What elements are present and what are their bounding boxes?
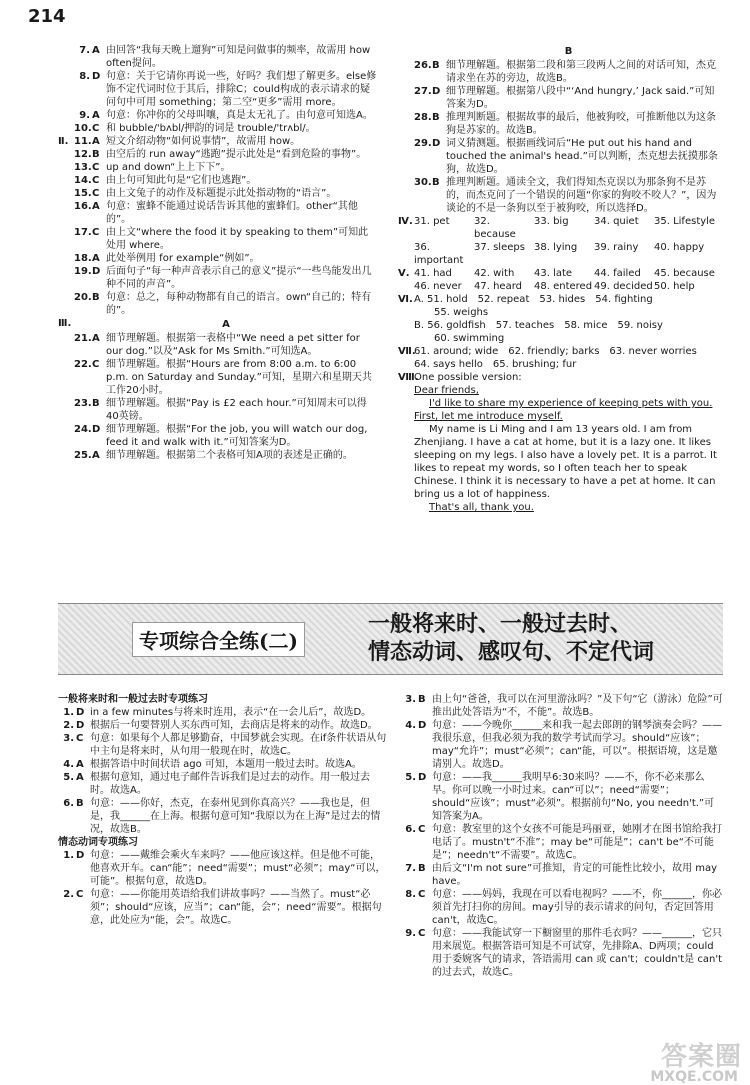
section-6-text: B. 56. goldfish 57. teaches 58. mice 59. noisy (414, 320, 663, 331)
item-number: 24. (74, 424, 92, 435)
word-answer: 32. because (474, 216, 516, 240)
item-number: 9. (405, 928, 416, 939)
item-explanation: 由回答“我每天晚上遛狗”可知是问做事的频率，故需用 how often提问。 (106, 45, 371, 69)
item-explanation: 细节理解题。根据“Pay is £2 each hour.”可知周末可以得40英镑。 (106, 398, 367, 422)
item-number: 9. (79, 110, 90, 121)
item-number: 7. (405, 863, 416, 874)
item-number: 11. (74, 136, 92, 147)
writing-greeting: Dear friends, (414, 385, 479, 396)
item-explanation: 由空后的 run away“逃跑”提示此处是“看到危险的事物”。 (106, 149, 367, 160)
item-answer: C (92, 123, 100, 134)
section-4-answers (414, 215, 723, 267)
item-explanation: 句意：蜜蜂不能通过说话告诉其他的蜜蜂们。other“其他的”。 (106, 201, 358, 225)
section-6-line (398, 319, 723, 332)
answer-item (58, 44, 378, 70)
section-number: Ⅷ. (398, 372, 419, 383)
item-explanation: 由后文“I'm not sure”可推知，肯定的可能性比较小，故用 may have。 (432, 863, 718, 887)
section-7-text: 64. says hello 65. brushing; fur (414, 359, 577, 370)
item-answer: A (76, 772, 84, 783)
item-answer: C (76, 889, 84, 900)
item-explanation: 由上文兔子的动作及标题提示此处指动物的“语言”。 (106, 188, 337, 199)
practice-column-right (400, 693, 723, 979)
item-number: 15. (74, 188, 92, 199)
item-explanation: 句意：——我能试穿一下橱窗里的那件毛衣吗？——______，它只用来展览。根据答语可知是不可试穿，先排除A、D两项；could用于委婉客气的请求，答语需用 can 或 can't；couldn't是 can't的过去式，故选C。 (432, 928, 723, 978)
banner-title-line2: 情态动词、感叹句、不定代词 (368, 639, 655, 665)
item-answer: D (92, 71, 101, 82)
watermark-logo: 答案圈 (660, 1042, 742, 1072)
writing-intro: One possible version: (414, 372, 522, 383)
item-explanation: 句意：——你能用英语给我们讲故事吗？——当然了。must“必须”；should“应该，应当”；can“能，会”；need“需要”。根据句意，此处应为“能，会”。故选C。 (90, 889, 382, 926)
practice-item (58, 888, 388, 927)
word-answer: 38. lying (534, 242, 578, 253)
section-7-text: 61. around; wide 62. friendly; barks 63. never worries (414, 346, 697, 357)
item-number: 5. (63, 772, 74, 783)
item-explanation: in a few minutes与将来时连用，表示“在一会儿后”，故选D。 (90, 707, 372, 718)
word-answer: 45. because (654, 268, 715, 279)
section-5 (398, 267, 723, 293)
item-answer: B (76, 798, 84, 809)
item-number: 21. (74, 333, 92, 344)
item-number: 2. (63, 720, 74, 731)
item-explanation: 和 bubble/'bʌbl/押韵的词是 trouble/'trʌbl/。 (106, 123, 316, 134)
item-answer: D (76, 720, 85, 731)
word-answer: 35. Lifestyle (654, 216, 716, 227)
answer-item (58, 358, 378, 397)
word-answer: 43. late (534, 268, 573, 279)
answer-item (58, 161, 378, 174)
practice-item (58, 732, 388, 758)
item-answer: B (418, 863, 426, 874)
practice-item (400, 888, 723, 927)
banner-title-line1: 一般将来时、一般过去时、 (368, 611, 633, 637)
item-answer: D (418, 720, 427, 731)
section-number: Ⅵ. (398, 294, 413, 305)
item-explanation: up and down“上上下下”。 (106, 162, 231, 173)
item-number: 6. (63, 798, 74, 809)
item-answer: A (92, 253, 100, 264)
answer-item (58, 174, 378, 187)
item-answer: A (92, 110, 100, 121)
item-explanation: 句意：——你好，杰克，在泰州见到你真高兴？——我也是，但是，我______在上海。根据句意可知“我原以为在上海”是过去的情况，故选B。 (90, 798, 381, 835)
item-number: 2. (63, 889, 74, 900)
item-number: 12. (74, 149, 92, 160)
item-explanation: 推理判断题。根据故事的最后，他被狗咬，可推断他以为这条狗是苏家的。故选B。 (446, 112, 716, 136)
answer-column-left (58, 44, 378, 462)
practice-item (400, 862, 723, 888)
item-explanation: 由上文“where the food it by speaking to them”可知此处用 where。 (106, 227, 369, 251)
word-answer: 47. heard (474, 281, 522, 292)
answer-item (398, 176, 723, 215)
word-answer: 42. with (474, 268, 515, 279)
item-explanation: 句意：——戴维会乘火车来吗？——他应该这样。但是他不可能，他喜欢开车。can“能”；need“需要”；must“必须”；may“可以，可能”。根据句意，故选D。 (90, 850, 386, 887)
word-answer: 40. happy (654, 242, 705, 253)
answer-item (398, 111, 723, 137)
item-explanation: 根据答语中时间状语 ago 可知，本题用一般过去时。故选A。 (90, 759, 362, 770)
item-number: 10. (74, 123, 92, 134)
practice-item (400, 771, 723, 823)
answer-item (58, 135, 378, 148)
item-explanation: 词义猜测题。根据画线词后“He put out his hand and touched the animal's head.”可以判断，杰克想去抚摸那条狗，故选D。 (446, 138, 718, 175)
section-number: Ⅳ. (398, 216, 413, 227)
item-number: 16. (74, 201, 92, 212)
item-explanation: 根据后一句要替别人买东西可知，去商店是将来的动作。故选D。 (90, 720, 378, 731)
answer-item (58, 449, 378, 462)
item-explanation: 后面句子“每一种声音表示自己的意义”提示“一些鸟能发出几种不同的声音”。 (106, 266, 372, 290)
section-number: Ⅶ. (398, 346, 416, 357)
section-8 (398, 371, 723, 514)
practice-item (400, 927, 723, 979)
item-answer: A (92, 450, 100, 461)
practice-item (58, 719, 388, 732)
item-number: 1. (63, 707, 74, 718)
item-number: 5. (405, 772, 416, 783)
practice-item (58, 758, 388, 771)
section-letter (58, 317, 378, 332)
item-number: 19. (74, 266, 92, 277)
word-answer: 36. important (414, 242, 464, 266)
item-explanation: 句意：——今晚你______来和我一起去郎朗的钢琴演奏会吗？——我很乐意，但我必须为我的数学考试而学习。should“应该”；may“允许”；must“必须”；can“能，可以”。根据语境，这是邀请别人。故选D。 (432, 720, 722, 770)
item-explanation: 句意：总之，每种动物都有自己的语言。own“自己的；特有的”。 (106, 292, 372, 316)
word-answer: 48. entered (534, 281, 593, 292)
item-explanation: 细节理解题。根据第二段和第三段两人之间的对话可知，杰克请求坐在苏的旁边，故选B。 (446, 60, 716, 84)
practice-item (400, 823, 723, 862)
item-answer: B (432, 112, 440, 123)
item-explanation: 句意：教室里的这个女孩不可能是玛丽亚，她刚才在图书馆给我打电话了。mustn't“不准”；may be“可能是”；can't be“不可能是”；needn't“不需要”。故选C。 (432, 824, 722, 861)
item-explanation: 句意：关于它请你再说一些，好吗？我们想了解更多。else修饰不定代词时位于其后，排除C；could构成的表示请求的疑问句中可用 something；第二空“更多”需用 more。 (106, 71, 377, 108)
item-answer: D (76, 850, 85, 861)
item-answer: C (92, 359, 100, 370)
item-number: 17. (74, 227, 92, 238)
item-explanation: 推理判断题。通读全文，我们得知杰克误以为那条狗不是苏的，而杰克问了一个错误的问题“你家的狗咬不咬人？”，因为谈论的不是一条狗以至于被狗咬，所以选择D。 (446, 177, 717, 214)
item-answer: D (432, 138, 441, 149)
item-explanation: 细节理解题。根据第八段中“‘And hungry,’ Jack said.”可知答案为D。 (446, 86, 715, 110)
answer-item (58, 122, 378, 135)
item-number: 4. (63, 759, 74, 770)
writing-sample (414, 371, 723, 514)
section-letter-text: B (564, 46, 573, 57)
word-answer: 33. big (534, 216, 569, 227)
answer-item (58, 332, 378, 358)
section-7-line (398, 358, 723, 371)
word-answer: 44. failed (594, 268, 641, 279)
page-number: 214 (28, 6, 66, 27)
answer-item (58, 252, 378, 265)
item-answer: B (432, 177, 440, 188)
item-number: 20. (74, 292, 92, 303)
practice-item (400, 719, 723, 771)
section-number: Ⅲ. (58, 318, 72, 329)
item-number: 22. (74, 359, 92, 370)
section-letter-text: A (222, 319, 230, 330)
answer-item (58, 291, 378, 317)
item-answer: D (92, 424, 101, 435)
item-number: 8. (79, 71, 90, 82)
item-answer: C (92, 175, 100, 186)
item-explanation: 句意：如果每个人都足够勤奋，中国梦就会实现。在if条件状语从句中主句是将来时，从句用一般现在时，故选C。 (90, 733, 387, 757)
item-explanation: 句意：你冲你的父母叫嚷，真是太无礼了。由句意可知选A。 (106, 110, 373, 121)
item-number: 4. (405, 720, 416, 731)
item-number: 3. (63, 733, 74, 744)
word-answer: 49. decided (594, 281, 653, 292)
item-answer: C (92, 227, 100, 238)
section-6-text: 60. swimming (414, 333, 505, 344)
item-answer: A (76, 759, 84, 770)
practice-item (58, 849, 388, 888)
item-number: 28. (414, 112, 432, 123)
item-answer: B (432, 60, 440, 71)
item-answer: B (92, 398, 100, 409)
item-answer: A (92, 201, 100, 212)
section-banner (58, 603, 723, 675)
item-explanation: 细节理解题。根据“For the job, you will watch our dog, feed it and walk with it.”可知答案为D。 (106, 424, 368, 448)
item-number: 8. (405, 889, 416, 900)
word-answer: 34. quiet (594, 216, 639, 227)
answer-item (398, 59, 723, 85)
answer-item (58, 423, 378, 449)
answer-item (58, 226, 378, 252)
item-number: 18. (74, 253, 92, 264)
item-answer: B (92, 292, 100, 303)
section-5-answers (414, 267, 723, 293)
practice-item (400, 693, 723, 719)
writing-opening: I'd like to share my experience of keeping pets with you. First, let me introduce myself. (414, 398, 713, 422)
item-number: 1. (63, 850, 74, 861)
item-answer: D (76, 707, 85, 718)
item-explanation: 由上句可知此句是“它们也逃跑”。 (106, 175, 257, 186)
word-answer: 46. never (414, 281, 462, 292)
section-6-text: 55. weighs (414, 307, 489, 318)
section-6-line (398, 306, 723, 319)
item-number: 27. (414, 86, 432, 97)
item-explanation: 短文介绍动物“如何说事情”，故需用 how。 (106, 136, 301, 147)
answer-item (58, 70, 378, 109)
section-number: Ⅱ. (58, 136, 69, 147)
section-number: Ⅴ. (398, 268, 410, 279)
item-number: 14. (74, 175, 92, 186)
answer-item (58, 200, 378, 226)
answer-item (398, 137, 723, 176)
item-explanation: 根据句意知，通过电子邮件告诉我们是过去的动作。用一般过去时。故选A。 (90, 772, 370, 796)
item-explanation: 细节理解题。根据第一表格中“We need a pet sitter for our dog.”以及“Ask for Ms Smith.”可知选A。 (106, 333, 360, 357)
section-4 (398, 215, 723, 267)
answer-column-right (398, 44, 723, 514)
item-explanation: 由上句“爸爸，我可以在河里游泳吗？”及下句“它（游泳）危险”可推出此处答语为“不，不能”。故选B。 (432, 694, 723, 718)
banner-label: 专项综合全练(二) (132, 622, 305, 657)
item-number: 30. (414, 177, 432, 188)
item-answer: C (92, 162, 100, 173)
word-answer: 31. pet (414, 216, 450, 227)
section-7-line (398, 345, 723, 358)
item-number: 7. (79, 45, 90, 56)
item-number: 6. (405, 824, 416, 835)
item-explanation: 细节理解题。根据“Hours are from 8:00 a.m. to 6:00 p.m. on Saturday and Sunday.”可知，星期六和星期天共工作20小时。 (106, 359, 372, 396)
item-answer: D (432, 86, 441, 97)
section-6-line (398, 332, 723, 345)
item-number: 13. (74, 162, 92, 173)
item-answer: B (92, 149, 100, 160)
word-answer: 41. had (414, 268, 452, 279)
writing-closing: That's all, thank you. (429, 502, 534, 513)
writing-body: My name is Li Ming and I am 13 years old. I am from Zhenjiang. I have a cat at home, but it is a lazy one. It likes sleeping on my legs. I also have a lovely pet. It is a parrot. It likes to repeat my words, so I often teach her to speak Chinese. I think it is necessary to have a pet at home. It can bring us a lot of happiness. (414, 424, 717, 500)
item-answer: C (76, 733, 84, 744)
item-answer: C (418, 824, 426, 835)
item-answer: A (92, 333, 100, 344)
item-answer: A (92, 45, 100, 56)
practice-item (58, 706, 388, 719)
word-answer: 37. sleeps (474, 242, 525, 253)
answer-item (58, 397, 378, 423)
item-number: 25. (74, 450, 92, 461)
item-explanation: 此处举例用 for example“例如”。 (106, 253, 260, 264)
item-number: 3. (405, 694, 416, 705)
subheading-tense: 一般将来时和一般过去时专项练习 (58, 694, 208, 705)
item-explanation: 句意：——妈妈，我现在可以看电视吗？——不，你______，你必须首先打扫你的房间。may引导的表示请求的问句，否定回答用 can't，故选C。 (432, 889, 722, 926)
word-answer: 50. help (654, 281, 695, 292)
item-answer: C (418, 889, 426, 900)
item-answer: D (418, 772, 427, 783)
watermark-url: MXQE.COM (650, 1069, 738, 1085)
item-number: 29. (414, 138, 432, 149)
item-explanation: 细节理解题。根据第二个表格可知A项的表述是正确的。 (106, 450, 353, 461)
item-answer: C (418, 928, 426, 939)
section-letter (398, 44, 723, 59)
subheading-modal: 情态动词专项练习 (58, 837, 138, 848)
item-answer: C (92, 188, 100, 199)
answer-item (58, 187, 378, 200)
item-answer: D (92, 266, 101, 277)
practice-item (58, 797, 388, 836)
practice-item (58, 771, 388, 797)
item-answer: B (418, 694, 426, 705)
section-6-text: A. 51. hold 52. repeat 53. hides 54. fighting (414, 294, 653, 305)
answer-item (58, 148, 378, 161)
answer-item (58, 265, 378, 291)
item-answer: A (92, 136, 100, 147)
section-6-line (398, 293, 723, 306)
banner-title (368, 610, 654, 666)
item-explanation: 句意：——我______我明早6:30来吗？——不，你不必来那么早。你可以晚一小时过来。can“可以”；need“需要”；should“应该”；must“必须”。根据前句“No, you needn't.”可知答案为A。 (432, 772, 715, 822)
word-answer: 39. rainy (594, 242, 639, 253)
answer-item (398, 85, 723, 111)
answer-item (58, 109, 378, 122)
item-number: 23. (74, 398, 92, 409)
practice-column-left (58, 693, 388, 927)
item-number: 26. (414, 60, 432, 71)
